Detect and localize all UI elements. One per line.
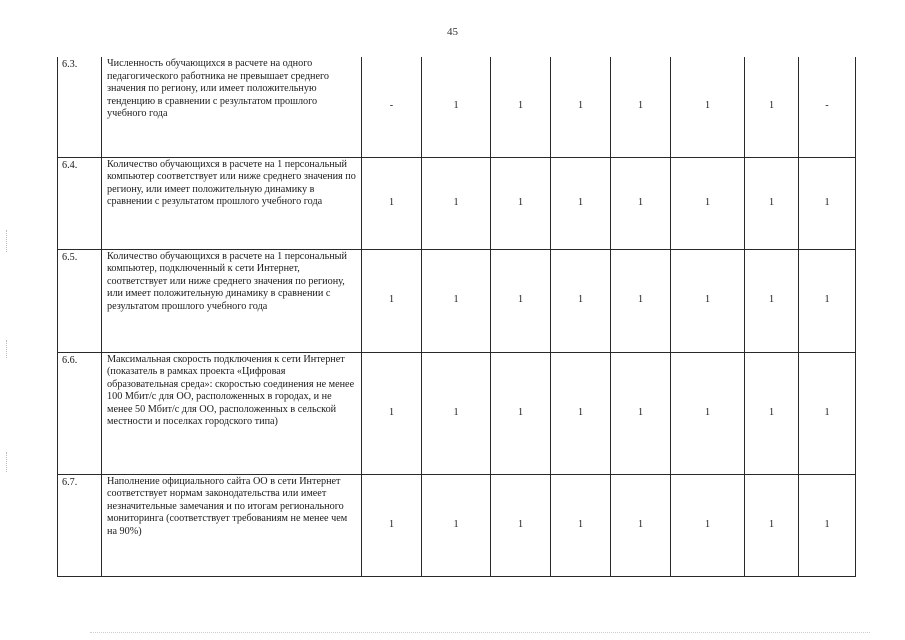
scan-margin-marks — [6, 340, 9, 358]
row-number: 6.6. — [58, 352, 102, 474]
row-number: 6.7. — [58, 474, 102, 576]
score-cell: 1 — [551, 474, 611, 576]
score-cell: 1 — [551, 157, 611, 249]
table-row — [58, 249, 856, 352]
scan-margin-marks — [6, 452, 9, 472]
scan-bottom-edge — [90, 632, 870, 633]
score-cell: 1 — [551, 352, 611, 474]
table-row — [58, 352, 856, 474]
score-cell: 1 — [799, 249, 856, 352]
score-cell: 1 — [491, 249, 551, 352]
score-cell: 1 — [422, 157, 491, 249]
score-cell: 1 — [422, 474, 491, 576]
row-number: 6.3. — [58, 57, 102, 157]
score-cell: 1 — [422, 352, 491, 474]
score-cell: 1 — [491, 474, 551, 576]
score-cell: 1 — [611, 57, 671, 157]
score-cell: 1 — [671, 352, 745, 474]
score-cell: 1 — [745, 474, 799, 576]
score-cell: 1 — [745, 352, 799, 474]
criterion-description: Максимальная скорость подключения к сети Интернет (показатель в рамках проекта «Цифровая образовательная среда»: скоростью соединения не менее 100 Мбит/с для ОО, расположенных в городах, и не менее 50 Мбит/с для ОО, расположенных в сельской местности и поселках городского типа) — [102, 352, 362, 474]
score-cell: 1 — [551, 249, 611, 352]
score-cell: 1 — [422, 57, 491, 157]
score-cell: 1 — [422, 249, 491, 352]
score-cell: 1 — [671, 157, 745, 249]
score-cell: 1 — [362, 249, 422, 352]
score-cell: 1 — [551, 57, 611, 157]
score-cell: 1 — [745, 57, 799, 157]
score-cell: 1 — [362, 352, 422, 474]
score-cell: - — [362, 57, 422, 157]
criterion-description: Количество обучающихся в расчете на 1 персональный компьютер, подключенный к сети Интернет, соответствует или ниже среднего значения по региону, или имеет положительную динамику в сравнении с результатом прошлого учебного года — [102, 249, 362, 352]
score-cell: - — [799, 57, 856, 157]
score-cell: 1 — [745, 157, 799, 249]
score-cell: 1 — [611, 474, 671, 576]
score-cell: 1 — [611, 249, 671, 352]
table-row — [58, 57, 856, 157]
score-cell: 1 — [799, 474, 856, 576]
criterion-description: Количество обучающихся в расчете на 1 персональный компьютер соответствует или ниже среднего значения по региону, или имеет положительную динамику в сравнении с результатом прошлого учебного года — [102, 157, 362, 249]
score-cell: 1 — [671, 474, 745, 576]
score-cell: 1 — [611, 352, 671, 474]
score-cell: 1 — [611, 157, 671, 249]
row-number: 6.5. — [58, 249, 102, 352]
scan-margin-marks — [6, 230, 9, 252]
score-cell: 1 — [491, 352, 551, 474]
criterion-description: Численность обучающихся в расчете на одного педагогического работника не превышает среднего значения по региону, или имеет положительную тенденцию в сравнении с результатом прошлого учебного года — [102, 57, 362, 157]
page-number: 45 — [447, 26, 458, 38]
criteria-table — [57, 57, 856, 577]
score-cell: 1 — [671, 57, 745, 157]
criterion-description: Наполнение официального сайта ОО в сети Интернет соответствует нормам законодательства или имеет незначительные замечания и по итогам регионального мониторинга (соответствует требованиям не менее чем на 90%) — [102, 474, 362, 576]
score-cell: 1 — [671, 249, 745, 352]
score-cell: 1 — [362, 474, 422, 576]
score-cell: 1 — [491, 157, 551, 249]
score-cell: 1 — [362, 157, 422, 249]
table-row — [58, 474, 856, 576]
row-number: 6.4. — [58, 157, 102, 249]
score-cell: 1 — [799, 352, 856, 474]
score-cell: 1 — [491, 57, 551, 157]
score-cell: 1 — [745, 249, 799, 352]
table-row — [58, 157, 856, 249]
score-cell: 1 — [799, 157, 856, 249]
